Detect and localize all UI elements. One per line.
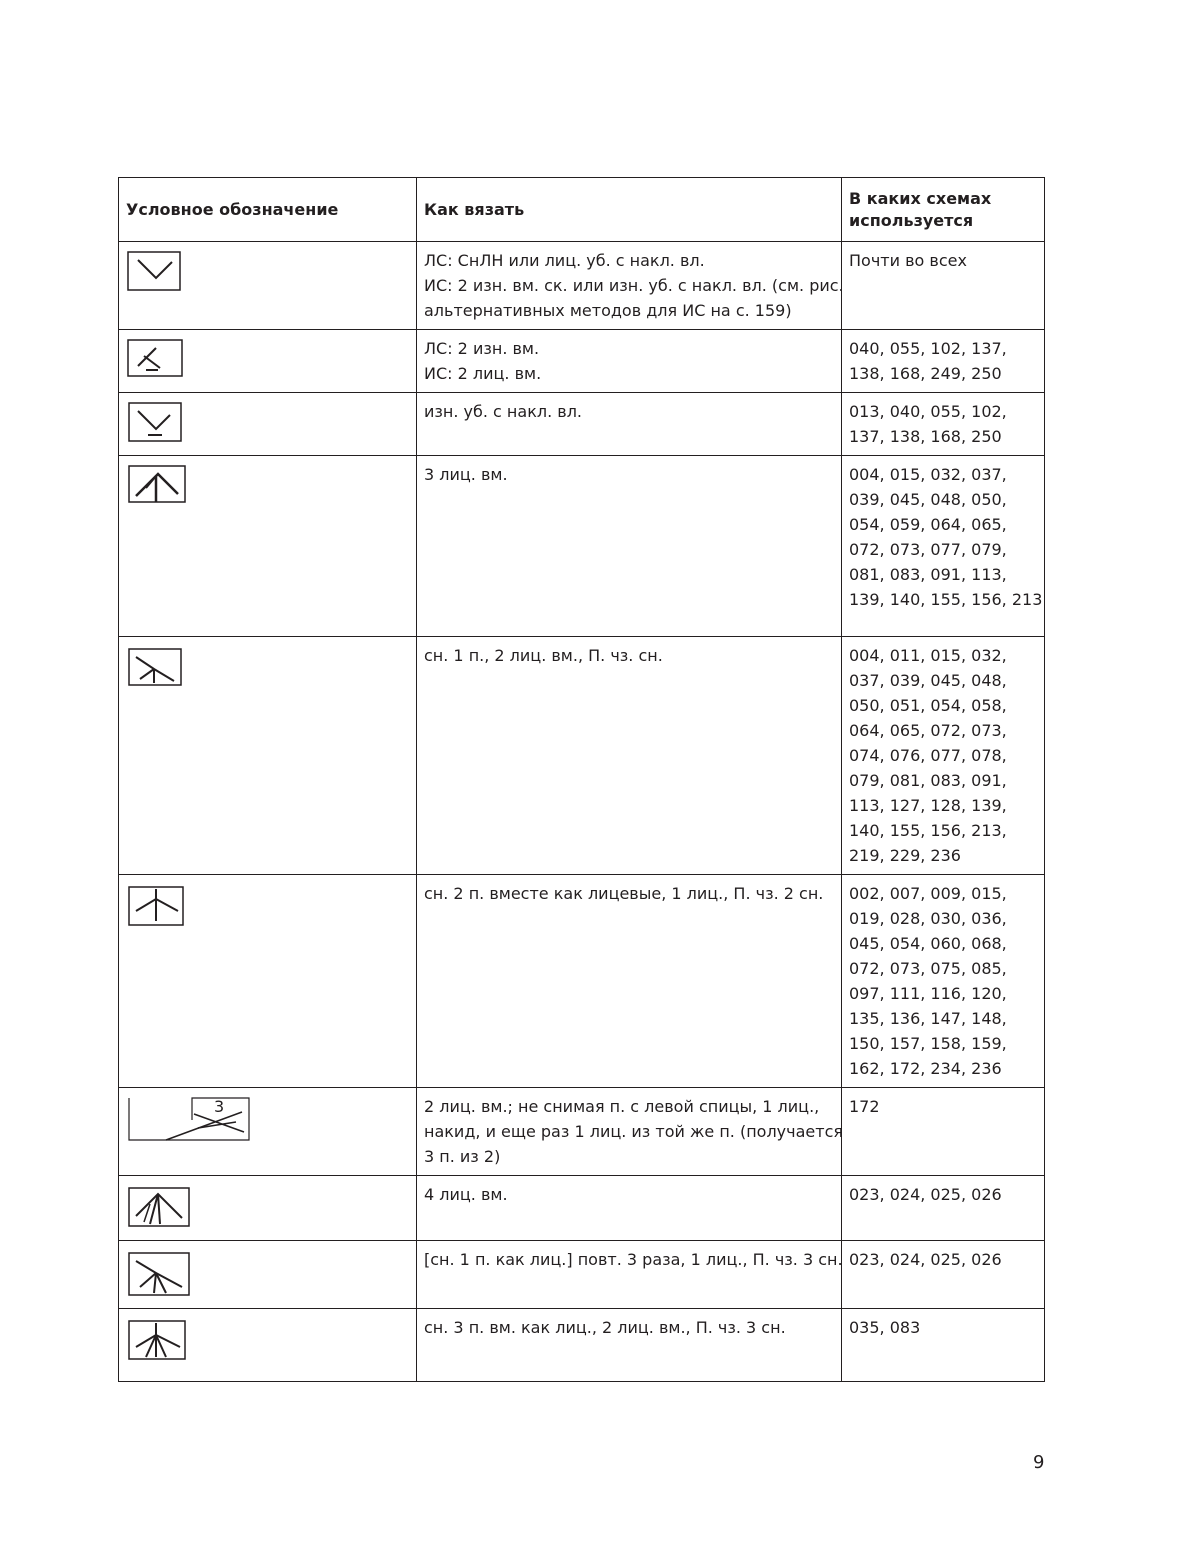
charts-cell bbox=[842, 330, 1045, 393]
charts-cell bbox=[842, 242, 1045, 330]
how-line: 2 лиц. вм.; не снимая п. с левой спицы, 1 лиц., bbox=[424, 1097, 820, 1116]
page-number: 9 bbox=[1033, 1452, 1045, 1473]
sk2p-icon bbox=[126, 643, 184, 689]
charts-line: 037, 039, 045, 048, bbox=[849, 671, 1007, 690]
two-to-three-icon-label: 3 bbox=[214, 1097, 225, 1116]
how-line: сн. 1 п., 2 лиц. вм., П. чз. сн. bbox=[424, 646, 663, 665]
symbol-cell bbox=[119, 637, 417, 875]
table-row bbox=[119, 1088, 1045, 1176]
table-row bbox=[119, 330, 1045, 393]
how-cell bbox=[417, 330, 842, 393]
charts-line: 150, 157, 158, 159, bbox=[849, 1034, 1007, 1053]
charts-line: 064, 065, 072, 073, bbox=[849, 721, 1007, 740]
charts-line: 172 bbox=[849, 1097, 880, 1116]
table-row bbox=[119, 637, 1045, 875]
table-header-row bbox=[119, 178, 1045, 242]
charts-line: 140, 155, 156, 213, bbox=[849, 821, 1007, 840]
charts-line: 054, 059, 064, 065, bbox=[849, 515, 1007, 534]
two-to-three-icon bbox=[126, 1094, 250, 1142]
centered-double-decrease-icon bbox=[126, 881, 186, 927]
table-row bbox=[119, 393, 1045, 456]
how-line: 4 лиц. вм. bbox=[424, 1185, 508, 1204]
k3tog-icon bbox=[126, 462, 188, 508]
how-cell bbox=[417, 393, 842, 456]
charts-cell bbox=[842, 393, 1045, 456]
how-line: сн. 3 п. вм. как лиц., 2 лиц. вм., П. чз. 3 сн. bbox=[424, 1318, 786, 1337]
charts-line: 040, 055, 102, 137, bbox=[849, 339, 1007, 358]
symbol-cell bbox=[119, 242, 417, 330]
symbol-cell bbox=[119, 1241, 417, 1309]
right-slant-purl-decrease-icon bbox=[126, 399, 184, 445]
charts-line: 050, 051, 054, 058, bbox=[849, 696, 1007, 715]
charts-cell bbox=[842, 1309, 1045, 1382]
charts-line: 072, 073, 077, 079, bbox=[849, 540, 1007, 559]
charts-line: 135, 136, 147, 148, bbox=[849, 1009, 1007, 1028]
header-symbol: Условное обозначение bbox=[119, 178, 417, 242]
how-cell bbox=[417, 456, 842, 637]
how-cell bbox=[417, 1176, 842, 1241]
how-line: изн. уб. с накл. вл. bbox=[424, 402, 582, 421]
table-row bbox=[119, 1241, 1045, 1309]
charts-line: 023, 024, 025, 026 bbox=[849, 1185, 1002, 1204]
charts-line: 137, 138, 168, 250 bbox=[849, 427, 1002, 446]
how-cell bbox=[417, 875, 842, 1088]
table-row bbox=[119, 456, 1045, 637]
charts-line: 045, 054, 060, 068, bbox=[849, 934, 1007, 953]
how-line: ИС: 2 лиц. вм. bbox=[424, 364, 542, 383]
header-charts: В каких схемах используется bbox=[842, 178, 1045, 242]
charts-line: 219, 229, 236 bbox=[849, 846, 961, 865]
how-line: сн. 2 п. вместе как лицевые, 1 лиц., П. чз. 2 сн. bbox=[424, 884, 824, 903]
charts-line: 013, 040, 055, 102, bbox=[849, 402, 1007, 421]
how-cell bbox=[417, 1088, 842, 1176]
symbol-cell bbox=[119, 1088, 417, 1176]
how-line: 3 п. из 2) bbox=[424, 1147, 501, 1166]
charts-line: 081, 083, 091, 113, bbox=[849, 565, 1007, 584]
charts-line: 004, 011, 015, 032, bbox=[849, 646, 1007, 665]
charts-line: 074, 076, 077, 078, bbox=[849, 746, 1007, 765]
charts-cell bbox=[842, 1176, 1045, 1241]
symbol-cell bbox=[119, 456, 417, 637]
how-line: альтернативных методов для ИС на с. 159) bbox=[424, 301, 792, 320]
how-line: [сн. 1 п. как лиц.] повт. 3 раза, 1 лиц., П. чз. 3 сн. bbox=[424, 1250, 843, 1269]
charts-cell bbox=[842, 637, 1045, 875]
charts-cell bbox=[842, 1241, 1045, 1309]
charts-cell bbox=[842, 456, 1045, 637]
left-slant-purl-decrease-icon bbox=[126, 336, 184, 380]
how-cell bbox=[417, 242, 842, 330]
charts-line: 039, 045, 048, 050, bbox=[849, 490, 1007, 509]
charts-line: 035, 083 bbox=[849, 1318, 921, 1337]
symbol-cell bbox=[119, 1176, 417, 1241]
right-slant-decrease-icon bbox=[126, 248, 182, 292]
charts-line: 023, 024, 025, 026 bbox=[849, 1250, 1002, 1269]
symbol-cell bbox=[119, 330, 417, 393]
table-row bbox=[119, 1309, 1045, 1382]
header-how: Как вязать bbox=[417, 178, 842, 242]
charts-line: 019, 028, 030, 036, bbox=[849, 909, 1007, 928]
symbol-cell bbox=[119, 875, 417, 1088]
charts-line: Почти во всех bbox=[849, 251, 967, 270]
charts-line: 002, 007, 009, 015, bbox=[849, 884, 1007, 903]
charts-cell bbox=[842, 875, 1045, 1088]
charts-line: 113, 127, 128, 139, bbox=[849, 796, 1007, 815]
charts-cell bbox=[842, 1088, 1045, 1176]
charts-line: 004, 015, 032, 037, bbox=[849, 465, 1007, 484]
charts-line: 138, 168, 249, 250 bbox=[849, 364, 1002, 383]
symbol-cell bbox=[119, 393, 417, 456]
k4tog-icon bbox=[126, 1182, 192, 1230]
charts-line: 079, 081, 083, 091, bbox=[849, 771, 1007, 790]
how-cell bbox=[417, 1241, 842, 1309]
how-cell bbox=[417, 637, 842, 875]
table-row bbox=[119, 242, 1045, 330]
symbol-cell bbox=[119, 1309, 417, 1382]
centered-quadruple-decrease-icon bbox=[126, 1315, 188, 1365]
charts-line: 162, 172, 234, 236 bbox=[849, 1059, 1002, 1078]
charts-line: 097, 111, 116, 120, bbox=[849, 984, 1007, 1003]
symbol-legend-table bbox=[118, 177, 1045, 1382]
table-row bbox=[119, 875, 1045, 1088]
how-line: ЛС: СнЛН или лиц. уб. с накл. вл. bbox=[424, 251, 705, 270]
charts-line: 139, 140, 155, 156, 213 bbox=[849, 590, 1043, 609]
how-line: ИС: 2 изн. вм. ск. или изн. уб. с накл. вл. (см. рис. bbox=[424, 276, 844, 295]
how-cell bbox=[417, 1309, 842, 1382]
how-line: 3 лиц. вм. bbox=[424, 465, 508, 484]
how-line: накид, и еще раз 1 лиц. из той же п. (получается bbox=[424, 1122, 843, 1141]
charts-line: 072, 073, 075, 085, bbox=[849, 959, 1007, 978]
how-line: ЛС: 2 изн. вм. bbox=[424, 339, 540, 358]
sk3p-icon bbox=[126, 1247, 192, 1297]
table-row bbox=[119, 1176, 1045, 1241]
